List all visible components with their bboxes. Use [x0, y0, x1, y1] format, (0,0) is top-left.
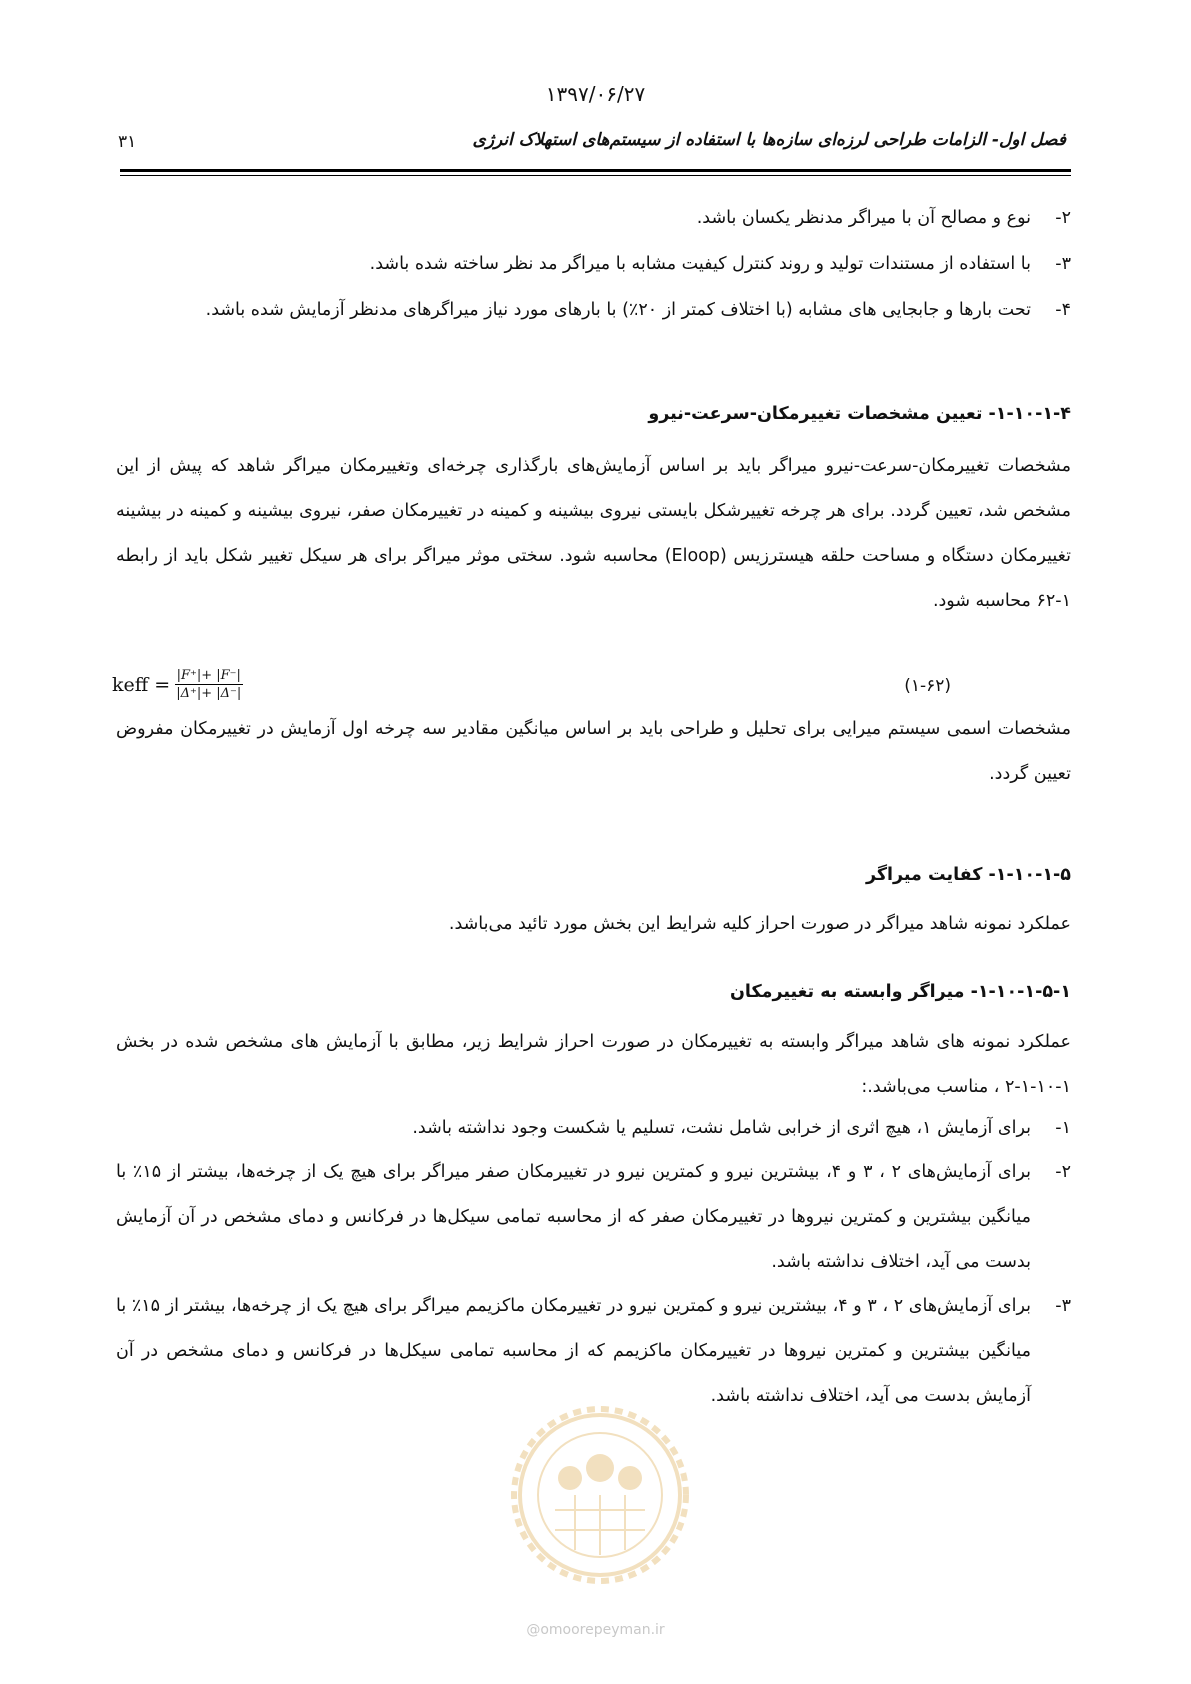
watermark-seal-icon: [505, 1400, 695, 1590]
list-item-text: نوع و مصالح آن با میراگر مدنظر یکسان باشد.: [696, 208, 1031, 228]
list-item: [116, 196, 1071, 241]
list-item: [116, 1150, 1071, 1285]
header-rule-thick: [120, 169, 1071, 172]
list-item-number: ۴-: [1055, 300, 1071, 320]
list-item-number: ۲-: [1055, 1162, 1071, 1182]
formula-lhs: keff =: [112, 673, 171, 696]
section-paragraph: عملکرد نمونه های شاهد میراگر وابسته به تغییرمکان در صورت احراز شرایط زیر، مطابق با آزمایش های مشخص شده در بخش ۱-۱۰-۱-۲ ، مناسب می‌باشد.:: [116, 1032, 1071, 1097]
list-item-text: برای آزمایش‌های ۲ ، ۳ و ۴، بیشترین نیرو و کمترین نیرو در تغییرمکان صفر میراگر برای هیچ یک از چرخه‌ها، بیشتر از ۱۵٪ با میانگین بیشترین و کمترین نیروها در تغییرمکان صفر که از محاسبه تمامی سیکل‌ها در فرکانس و دمای مشخص در آن آزمایش بدست می آید، اختلاف نداشته باشد.: [116, 1162, 1031, 1272]
list-item-text: برای آزمایش ۱، هیچ اثری از خرابی شامل نشت، تسلیم یا شکست وجود نداشته باشد.: [412, 1118, 1031, 1138]
list-item-text: با استفاده از مستندات تولید و روند کنترل کیفیت مشابه با میراگر مد نظر ساخته شده باشد.: [369, 254, 1031, 274]
list-item-number: ۳-: [1055, 254, 1071, 274]
list-item-text: برای آزمایش‌های ۲ ، ۳ و ۴، بیشترین نیرو و کمترین نیرو در تغییرمکان ماکزیمم میراگر برای هیچ یک از چرخه‌ها، بیشتر از ۱۵٪ با میانگین بیشترین و کمترین نیروها در تغییرمکان ماکزیمم که از محاسبه تمامی سیکل‌ها در فرکانس و دمای مشخص در آن آزمایش بدست می آید، اختلاف نداشته باشد.: [116, 1296, 1031, 1406]
list-item: [116, 1106, 1071, 1151]
formula-denominator: |Δ⁺|+ |Δ⁻|: [176, 686, 242, 701]
formula-fraction: [174, 668, 243, 701]
chapter-title: فصل اول- الزامات طراحی لرزه‌ای سازه‌ها با استفاده از سیستم‌های استهلاک انرژی: [472, 130, 1066, 150]
page-number: ۳۱: [118, 132, 137, 152]
header-rule-thin: [120, 175, 1071, 176]
document-date: ۱۳۹۷/۰۶/۲۷: [545, 82, 646, 106]
section-paragraph: مشخصات تغییرمکان-سرعت-نیرو میراگر باید بر اساس آزمایش‌های بارگذاری چرخه‌ای وتغییرمکان میراگر شاهد که پیش از این مشخص شد، تعیین گردد. برای هر چرخه تغییرشکل بایستی نیروی بیشینه و کمینه در تغییرمکان صفر، نیروی بیشینه و کمینه در بیشینه تغییرمکان دستگاه و مساحت حلقه هیسترزیس (Eloop) محاسبه شود. سختی موثر میراگر برای هر سیکل تغییر شکل باید از رابطه ۱-۶۲ محاسبه شود.: [116, 456, 1071, 611]
section-heading: ۱-۱۰-۱-۴- تعیین مشخصات تغییرمکان-سرعت-نیرو: [648, 404, 1071, 424]
list-item: [116, 242, 1071, 287]
section-paragraph: عملکرد نمونه شاهد میراگر در صورت احراز کلیه شرایط این بخش مورد تائید می‌باشد.: [448, 914, 1071, 934]
effective-stiffness-formula: [112, 668, 243, 701]
list-item: [116, 1284, 1071, 1419]
equation-number: (۱-۶۲): [904, 676, 951, 696]
watermark-text: @omoorepeyman.ir: [526, 1622, 665, 1638]
section-heading: ۱-۱۰-۱-۵- کفایت میراگر: [865, 865, 1071, 885]
list-item-number: ۳-: [1055, 1296, 1071, 1316]
section-heading: ۱-۱۰-۱-۵-۱- میراگر وابسته به تغییرمکان: [729, 982, 1071, 1002]
list-item-number: ۲-: [1055, 208, 1071, 228]
list-item: [116, 288, 1071, 333]
list-item-number: ۱-: [1055, 1118, 1071, 1138]
formula-numerator: |F⁺|+ |F⁻|: [176, 668, 241, 683]
list-item-text: تحت بارها و جابجایی های مشابه (با اختلاف کمتر از ۲۰٪) با بارهای مورد نیاز میراگرهای مدنظر آزمایش شده باشد.: [205, 300, 1031, 320]
section-paragraph: مشخصات اسمی سیستم میرایی برای تحلیل و طراحی باید بر اساس میانگین مقادیر سه چرخه اول آزمایش در تغییرمکان مفروض تعیین گردد.: [116, 719, 1071, 784]
